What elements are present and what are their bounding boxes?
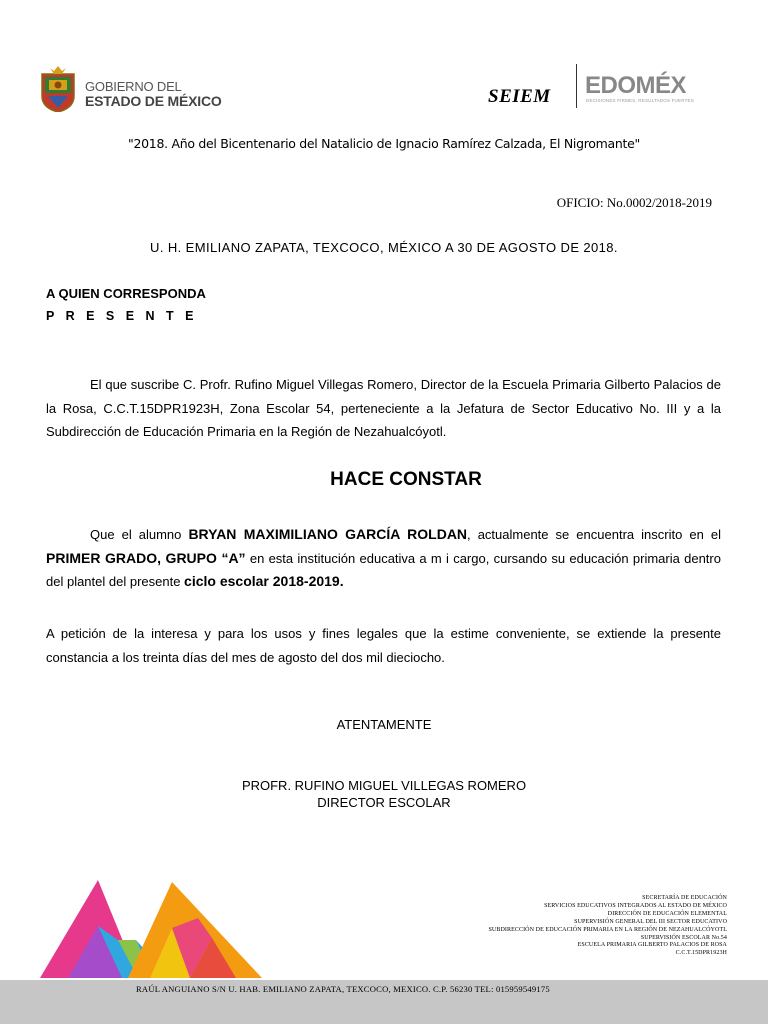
header-divider <box>576 64 577 108</box>
signer-title: DIRECTOR ESCOLAR <box>317 795 451 810</box>
student-name: BRYAN MAXIMILIANO GARCÍA ROLDAN <box>188 526 468 542</box>
stamp-line: SECRETARÍA DE EDUCACIÓN <box>642 895 727 901</box>
closing-paragraph: A petición de la interesa y para los usos y fines legales que la estime conveniente, se extiende la presente constancia a los treinta días del mes de agosto del dos mil dieciocho. <box>46 626 721 665</box>
stamp-line: ESCUELA PRIMARIA GILBERTO PALACIOS DE ROSA <box>577 942 727 949</box>
closing-salutation: ATENTAMENTE <box>336 717 432 732</box>
presente: P R E S E N T E <box>46 309 198 323</box>
stamp-line: SUPERVISIÓN GENERAL DEL III SECTOR EDUCATIVO <box>574 918 727 925</box>
heading-hace-constar: HACE CONSTAR <box>330 469 482 490</box>
stamp-line: SERVICIOS EDUCATIVOS INTEGRADOS AL ESTADO DE MÉXICO <box>544 902 727 909</box>
stamp-line: C.C.T.15DPR1923H <box>675 950 727 957</box>
recipient: A QUIEN CORRESPONDA <box>46 286 206 301</box>
edomex-logo-text: EDOMÉX <box>585 72 687 99</box>
m-logo-icon <box>40 878 262 980</box>
seiem-logo: SEIEM <box>488 86 551 107</box>
grade-group: PRIMER GRADO, GRUPO “A” <box>46 549 246 566</box>
edomex-slogan: DECISIONES FIRMES, RESULTADOS FUERTES <box>586 98 694 103</box>
school-cycle: ciclo escolar 2018-2019. <box>184 573 344 589</box>
para2-text-3: en esta institución educativa a m i cargo, cursando su educación primaria dentro del plantel del presente <box>46 550 721 589</box>
school-stamp-block <box>489 895 728 958</box>
para2-text-2: , actualmente se encuentra inscrito en el <box>467 527 721 542</box>
gobierno-logo-line2: ESTADO DE MÉXICO <box>85 93 222 109</box>
oficio-number: OFICIO: No.0002/2018-2019 <box>556 195 712 210</box>
signer-name: PROFR. RUFINO MIGUEL VILLEGAS ROMERO <box>241 778 527 793</box>
year-motto: "2018. Año del Bicentenario del Natalicio de Ignacio Ramírez Calzada, El Nigromante" <box>128 136 640 151</box>
certification-paragraph <box>46 523 721 594</box>
place-date: U. H. EMILIANO ZAPATA, TEXCOCO, MÉXICO A 30 DE AGOSTO DE 2018. <box>150 240 618 255</box>
intro-paragraph <box>46 373 721 444</box>
footer-address: RAÚL ANGUIANO S/N U. HAB. EMILIANO ZAPATA, TEXCOCO, MEXICO. C.P. 56230 TEL: 015959549175 <box>136 984 550 994</box>
intro-paragraph-text: El que suscribe C. Profr. Rufino Miguel Villegas Romero, Director de la Escuela Primaria Gilberto Palacios de la Rosa, C.C.T.15DPR1923H, Zona Escolar 54, perteneciente a la Jefatura de Sector Educativo No. III y a la Subdirección de Educación Primaria en la Región de Nezahualcóyotl. <box>46 377 721 439</box>
stamp-line: SUBDIRECCIÓN DE EDUCACIÓN PRIMARIA EN LA REGIÓN DE NEZAHUALCÓYOTL <box>488 926 727 933</box>
gobierno-logo <box>36 66 236 114</box>
state-seal-icon <box>36 66 80 112</box>
gobierno-logo-line1: GOBIERNO DEL <box>85 79 182 94</box>
para2-text-1: Que el alumno <box>90 527 189 542</box>
edomex-logo <box>585 72 725 112</box>
stamp-line: DIRECCIÓN DE EDUCACIÓN ELEMENTAL <box>607 910 727 917</box>
stamp-line: SUPERVISIÓN ESCOLAR No.54 <box>640 934 727 941</box>
